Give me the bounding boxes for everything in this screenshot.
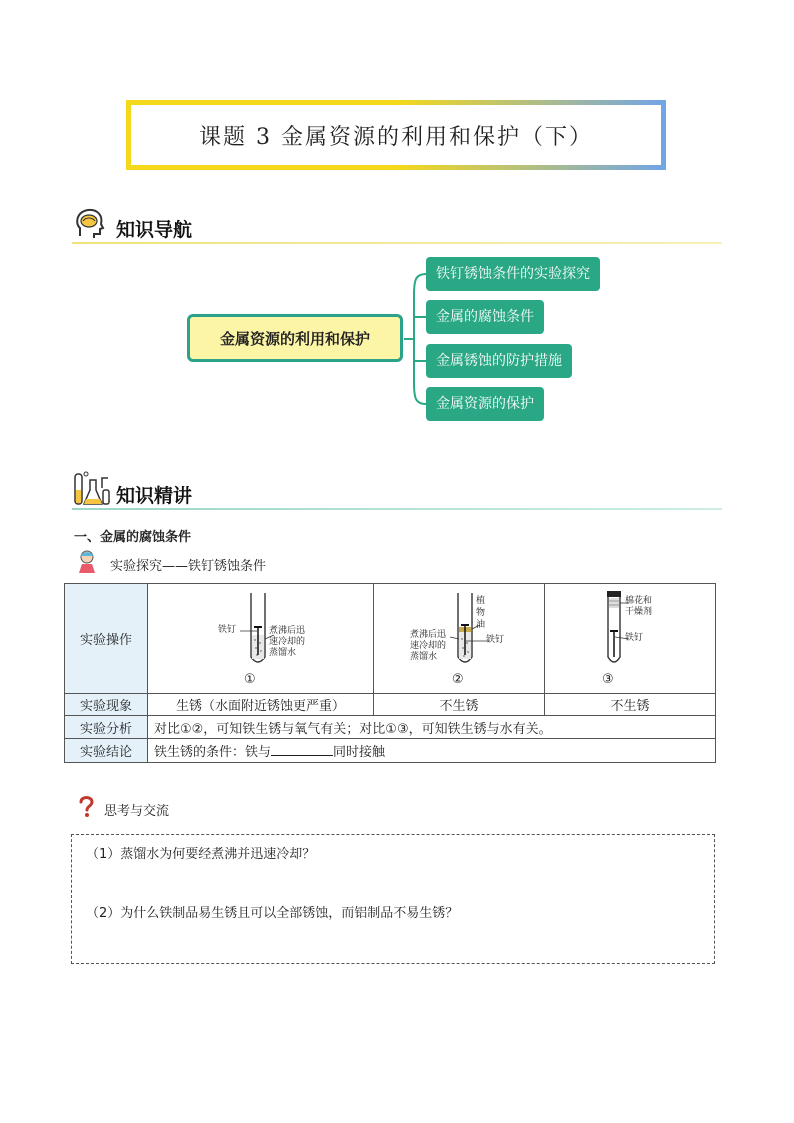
section-divider bbox=[72, 508, 722, 510]
mindmap-branch: 金属锈蚀的防护措施 bbox=[426, 344, 572, 378]
section-title-lecture: 知识精讲 bbox=[116, 485, 193, 507]
oil-label: 植 bbox=[476, 596, 486, 606]
mindmap-root: 金属资源的利用和保护 bbox=[187, 314, 403, 362]
table-row bbox=[65, 584, 716, 694]
oil-label: 油 bbox=[476, 620, 486, 630]
mindmap-branch: 金属的腐蚀条件 bbox=[426, 300, 544, 334]
row-header: 实验分析 bbox=[65, 716, 148, 739]
oil-label: 物 bbox=[476, 608, 486, 618]
cotton-label: 干燥剂 bbox=[625, 607, 653, 617]
water-label: 速冷却的 bbox=[410, 641, 447, 651]
water-label: 煮沸后迅 bbox=[269, 626, 306, 636]
water-label: 蒸馏水 bbox=[410, 652, 438, 662]
conclusion-prefix: 铁生锈的条件：铁与 bbox=[154, 745, 272, 760]
row-header: 实验结论 bbox=[65, 739, 148, 763]
question-mark-icon bbox=[76, 795, 96, 823]
table-row bbox=[65, 694, 716, 716]
brain-icon bbox=[72, 206, 108, 246]
mindmap-branch: 铁钉锈蚀条件的实验探究 bbox=[426, 257, 600, 291]
experiment-table bbox=[64, 583, 716, 763]
think-heading: 思考与交流 bbox=[104, 804, 170, 819]
question-item: （2）为什么铁制品易生锈且可以全部锈蚀，而铝制品不易生锈？ bbox=[86, 906, 459, 921]
tube-cell-3 bbox=[545, 584, 716, 694]
conclusion-suffix: 同时接触 bbox=[333, 745, 386, 760]
subsection-heading: 一、金属的腐蚀条件 bbox=[74, 530, 192, 545]
section-title-nav: 知识导航 bbox=[116, 219, 193, 241]
mindmap-branch: 金属资源的保护 bbox=[426, 387, 544, 421]
water-label: 速冷却的 bbox=[269, 637, 306, 647]
nail-label: 铁钉 bbox=[218, 625, 237, 635]
page-title: 课题 3 金属资源的利用和保护（下） bbox=[131, 105, 661, 165]
water-label: 蒸馏水 bbox=[269, 648, 297, 658]
row-header: 实验操作 bbox=[65, 584, 148, 694]
section-divider bbox=[72, 242, 722, 244]
tube-cell-1 bbox=[148, 584, 374, 694]
analysis-cell: 对比①②，可知铁生锈与氧气有关；对比①③，可知铁生锈与水有关。 bbox=[148, 716, 716, 739]
phenomenon-cell: 不生锈 bbox=[545, 694, 716, 716]
cotton-label: 棉花和 bbox=[625, 596, 653, 606]
table-row bbox=[65, 716, 716, 739]
table-row bbox=[65, 739, 716, 763]
tube-number: ① bbox=[244, 672, 256, 687]
water-label: 煮沸后迅 bbox=[410, 630, 447, 640]
question-item: （1）蒸馏水为何要经煮沸并迅速冷却？ bbox=[86, 847, 316, 862]
lab-flask-icon bbox=[72, 470, 112, 512]
nail-label: 铁钉 bbox=[625, 633, 644, 643]
experiment-heading: 实验探究——铁钉锈蚀条件 bbox=[110, 559, 267, 574]
test-tube-1-diagram bbox=[154, 585, 367, 693]
conclusion-cell bbox=[148, 739, 716, 763]
phenomenon-cell: 生锈（水面附近锈蚀更严重） bbox=[148, 694, 374, 716]
row-header: 实验现象 bbox=[65, 694, 148, 716]
tube-cell-2 bbox=[374, 584, 545, 694]
scientist-icon bbox=[76, 549, 98, 579]
tube-number: ③ bbox=[602, 672, 614, 687]
tube-number: ② bbox=[452, 672, 464, 687]
phenomenon-cell: 不生锈 bbox=[374, 694, 545, 716]
fill-blank bbox=[271, 743, 333, 756]
title-banner bbox=[126, 100, 666, 170]
nail-label: 铁钉 bbox=[486, 635, 505, 645]
